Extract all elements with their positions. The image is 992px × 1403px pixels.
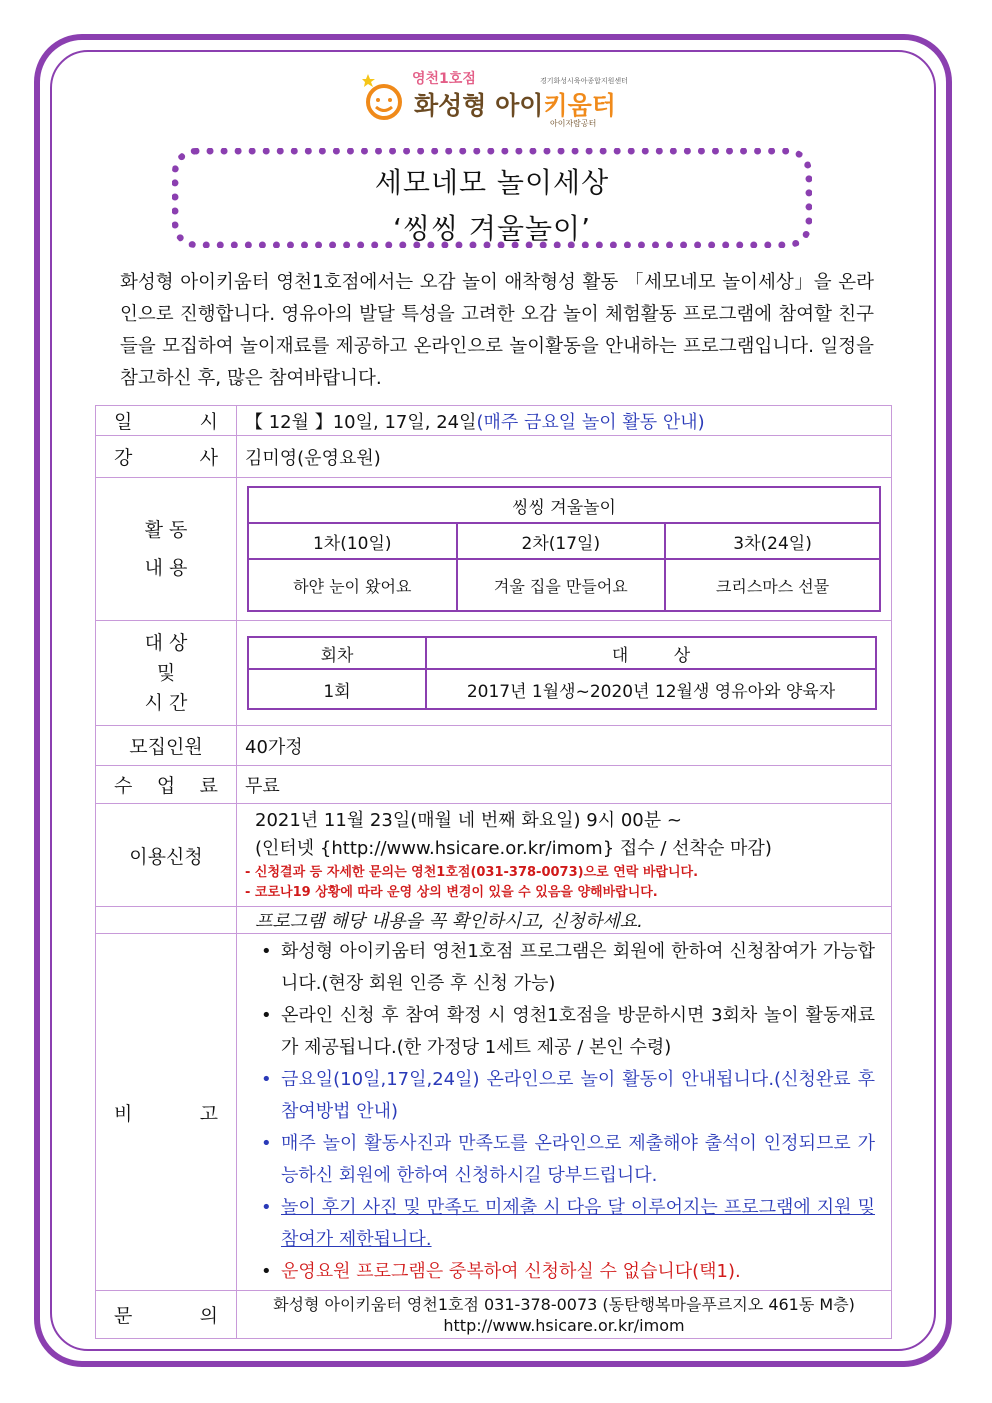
label-activity-2: 내 용	[144, 557, 188, 579]
target-table	[247, 636, 877, 710]
value-fee: 무료	[237, 766, 892, 804]
row-date	[96, 406, 892, 436]
row-apply	[96, 804, 892, 907]
value-apply	[237, 804, 892, 907]
label-target-3: 시 간	[144, 692, 188, 714]
logo	[362, 68, 632, 130]
remark-item: • 놀이 후기 사진 및 만족도 미제출 시 다음 달 이루어지는 프로그램에 지원 및 참여가 제한됩니다.	[255, 1192, 875, 1256]
target-col-target: 대 상	[426, 637, 876, 669]
label-date: 일 시	[96, 406, 237, 436]
apply-line-2: (인터넷 {http://www.hsicare.or.kr/imom} 접수 / 선착순 마감)	[255, 838, 772, 859]
logo-sun-face-icon	[362, 70, 410, 122]
apply-emphasis: 프로그램 해당 내용을 꼭 확인하시고, 신청하세요.	[237, 907, 892, 934]
title-line-1: 세모네모 놀이세상	[374, 166, 610, 199]
session-round: 1차(10일)	[248, 523, 457, 559]
label-teacher: 강 사	[96, 436, 237, 478]
logo-sub: 아이자람공터	[550, 119, 597, 128]
value-target	[237, 621, 892, 726]
apply-line-1: 2021년 11월 23일(매월 네 번째 화요일) 9시 00분 ~	[255, 810, 682, 831]
session-title: 겨울 집을 만들어요	[457, 559, 666, 611]
intro-paragraph: 화성형 아이키움터 영천1호점에서는 오감 놀이 애착형성 활동 「세모네모 놀이세상」을 온라인으로 진행합니다. 영유아의 발달 특성을 고려한 오감 놀이 체험활동 프로그램에 참여할 친구들을 모집하여 놀이재료를 제공하고 온라인으로 놀이활동을 안내하는 프로그램입니다. 일정을 참고하신 후, 많은 참여바랍니다.	[120, 272, 874, 389]
bullet-icon: •	[261, 1069, 272, 1090]
session-round: 3차(24일)	[665, 523, 880, 559]
logo-org: 경기화성시육아종합지원센터	[540, 77, 628, 85]
remarks-list	[255, 936, 875, 1288]
label-apply: 이용신청	[96, 804, 237, 907]
row-fee	[96, 766, 892, 804]
apply-note-1: - 신청결과 등 자세한 문의는 영천1호점(031-378-0073)으로 연락 바랍니다.	[245, 865, 699, 880]
bullet-icon: •	[261, 1133, 272, 1154]
label-remarks: 비 고	[96, 934, 237, 1291]
activity-header: 씽씽 겨울놀이	[248, 487, 880, 523]
bullet-icon: •	[261, 941, 272, 962]
row-contact	[96, 1291, 892, 1339]
logo-name-b: 키움터	[543, 91, 616, 120]
value-date	[237, 406, 892, 436]
logo-name	[414, 86, 616, 122]
row-apply-emphasis	[96, 907, 892, 934]
label-contact: 문 의	[96, 1291, 237, 1339]
row-target	[96, 621, 892, 726]
target-value: 2017년 1월생~2020년 12월생 영유아와 양육자	[426, 669, 876, 709]
value-activity	[237, 478, 892, 621]
logo-branch: 영천1호점	[412, 71, 476, 87]
row-teacher	[96, 436, 892, 478]
label-target-2: 및	[156, 662, 176, 684]
remark-item: • 온라인 신청 후 참여 확정 시 영천1호점을 방문하시면 3회차 놀이 활동재료가 제공됩니다.(한 가정당 1세트 제공 / 본인 수령)	[255, 1000, 875, 1064]
row-recruit	[96, 726, 892, 766]
title-line-2: ‘씽씽 겨울놀이’	[393, 212, 591, 245]
bullet-icon: •	[261, 1197, 272, 1218]
date-note: (매주 금요일 놀이 활동 안내)	[476, 411, 705, 433]
label-target	[96, 621, 237, 726]
row-activity	[96, 478, 892, 621]
value-contact	[237, 1291, 892, 1339]
remark-item: • 금요일(10일,17일,24일) 온라인으로 놀이 활동이 안내됩니다.(신청완료 후 참여방법 안내)	[255, 1064, 875, 1128]
remark-item: • 매주 놀이 활동사진과 만족도를 온라인으로 제출해야 출석이 인정되므로 가능하신 회원에 한하여 신청하시길 당부드립니다.	[255, 1128, 875, 1192]
target-col-round: 회차	[248, 637, 426, 669]
value-remarks	[237, 934, 892, 1291]
date-text: 【 12월 】10일, 17일, 24일	[245, 411, 477, 433]
session-title: 크리스마스 선물	[665, 559, 880, 611]
remark-item: • 운영요원 프로그램은 중복하여 신청하실 수 없습니다(택1).	[255, 1256, 875, 1288]
contact-url[interactable]: http://www.hsicare.or.kr/imom	[443, 1315, 685, 1335]
session-title: 하얀 눈이 왔어요	[248, 559, 457, 611]
label-apply-cont	[96, 907, 237, 934]
remark-item: • 화성형 아이키움터 영천1호점 프로그램은 회원에 한하여 신청참여가 가능합니다.(현장 회원 인증 후 신청 가능)	[255, 936, 875, 1000]
label-activity	[96, 478, 237, 621]
value-teacher: 김미영(운영요원)	[237, 436, 892, 478]
label-target-1: 대 상	[144, 632, 188, 654]
title-box	[172, 148, 812, 248]
apply-note-2: - 코로나19 상황에 따라 운영 상의 변경이 있을 수 있음을 양해바랍니다.	[245, 885, 658, 900]
bullet-icon: •	[261, 1005, 272, 1026]
row-remarks	[96, 934, 892, 1291]
contact-line-1: 화성형 아이키움터 영천1호점 031-378-0073 (동탄행복마을푸르지오 461동 M층)	[273, 1294, 855, 1314]
label-recruit: 모집인원	[96, 726, 237, 766]
logo-name-a: 화성형 아이	[414, 91, 544, 120]
activity-table	[247, 486, 881, 612]
value-recruit: 40가정	[237, 726, 892, 766]
label-activity-1: 활 동	[144, 519, 188, 541]
session-round: 2차(17일)	[457, 523, 666, 559]
label-fee: 수 업 료	[96, 766, 237, 804]
target-round: 1회	[248, 669, 426, 709]
info-table	[95, 405, 892, 1339]
bullet-icon: •	[261, 1261, 272, 1282]
